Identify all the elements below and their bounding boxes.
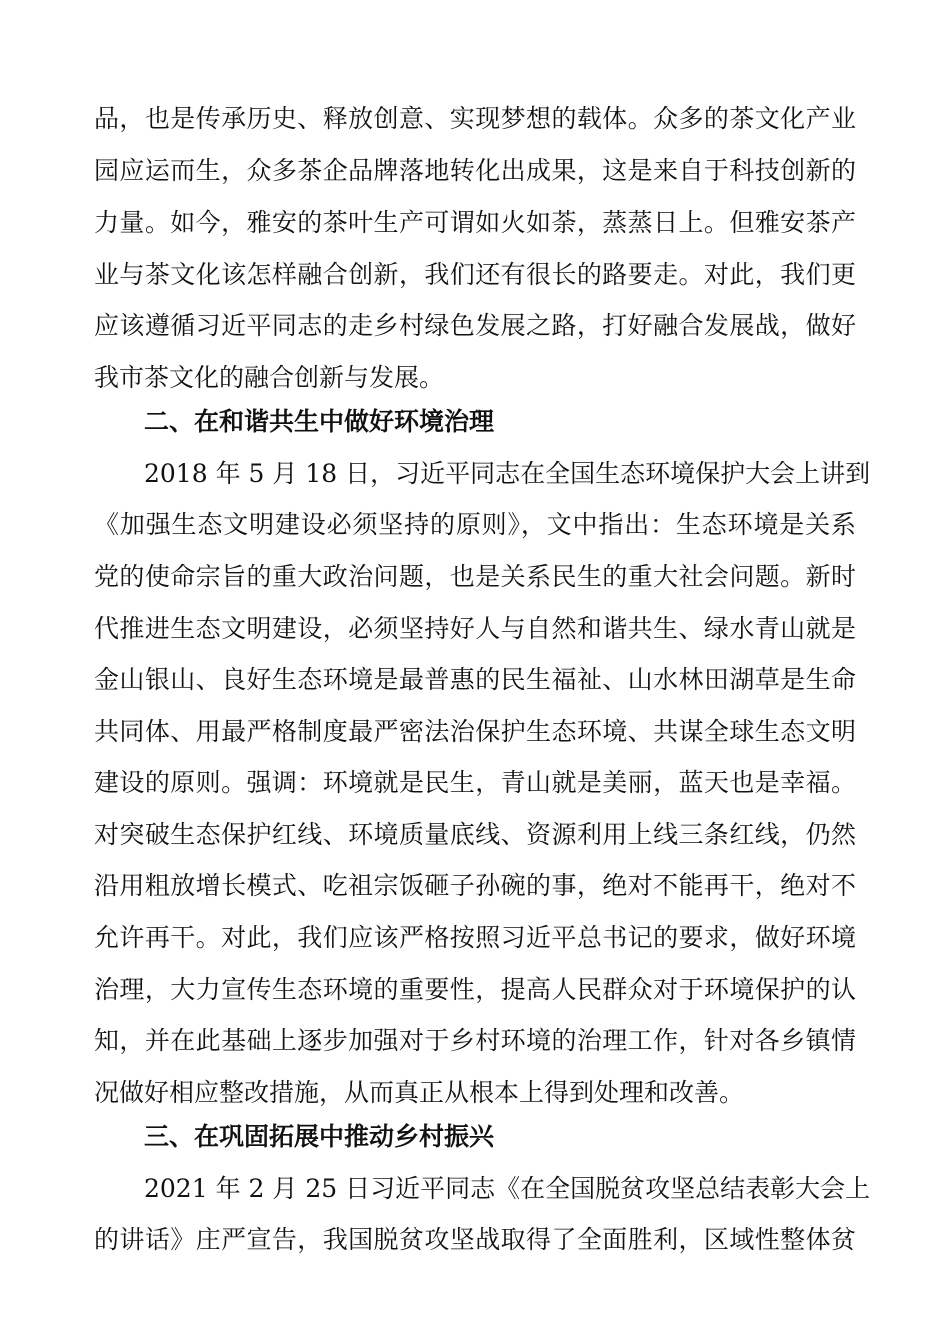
- section-heading: 三、在巩固拓展中推动乡村振兴: [144, 1122, 495, 1151]
- paragraph-line: 允许再干。对此，我们应该严格按照习近平总书记的要求，做好环境: [94, 923, 856, 952]
- paragraph-line: 知，并在此基础上逐步加强对于乡村环境的治理工作，针对各乡镇情: [94, 1026, 856, 1055]
- paragraph-line: 建设的原则。强调：环境就是民生，青山就是美丽，蓝天也是幸福。: [94, 768, 856, 797]
- paragraph-line: 金山银山、良好生态环境是最普惠的民生福祉、山水林田湖草是生命: [94, 665, 856, 694]
- paragraph-line: 《加强生态文明建设必须坚持的原则》，文中指出：生态环境是关系: [94, 510, 856, 539]
- paragraph-line: 的讲话》庄严宣告，我国脱贫攻坚战取得了全面胜利，区域性整体贫: [94, 1225, 856, 1254]
- paragraph-line: 我市茶文化的融合创新与发展。: [94, 363, 445, 392]
- paragraph-line: 况做好相应整改措施，从而真正从根本上得到处理和改善。: [94, 1078, 745, 1107]
- paragraph-line: 党的使命宗旨的重大政治问题，也是关系民生的重大社会问题。新时: [94, 562, 856, 591]
- paragraph-line: 治理，大力宣传生态环境的重要性，提高人民群众对于环境保护的认: [94, 975, 856, 1004]
- paragraph-line: 对突破生态保护红线、环境质量底线、资源利用上线三条红线，仍然: [94, 820, 856, 849]
- paragraph-line: 代推进生态文明建设，必须坚持好人与自然和谐共生、绿水青山就是: [94, 614, 856, 643]
- paragraph-line: 2018 年 5 月 18 日，习近平同志在全国生态环境保护大会上讲到: [144, 459, 871, 488]
- paragraph-line: 共同体、用最严格制度最严密法治保护生态环境、共谋全球生态文明: [94, 717, 856, 746]
- paragraph-line: 2021 年 2 月 25 日习近平同志《在全国脱贫攻坚总结表彰大会上: [144, 1174, 871, 1203]
- paragraph-line: 沿用粗放增长模式、吃祖宗饭砸子孙碗的事，绝对不能再干，绝对不: [94, 871, 856, 900]
- section-heading: 二、在和谐共生中做好环境治理: [144, 407, 495, 436]
- paragraph-line: 业与茶文化该怎样融合创新，我们还有很长的路要走。对此，我们更: [94, 260, 856, 289]
- paragraph-line: 力量。如今，雅安的茶叶生产可谓如火如荼，蒸蒸日上。但雅安茶产: [94, 208, 856, 237]
- paragraph-line: 应该遵循习近平同志的走乡村绿色发展之路，打好融合发展战，做好: [94, 311, 856, 340]
- paragraph-line: 品，也是传承历史、释放创意、实现梦想的载体。众多的茶文化产业: [94, 104, 856, 133]
- paragraph-line: 园应运而生，众多茶企品牌落地转化出成果，这是来自于科技创新的: [94, 156, 856, 185]
